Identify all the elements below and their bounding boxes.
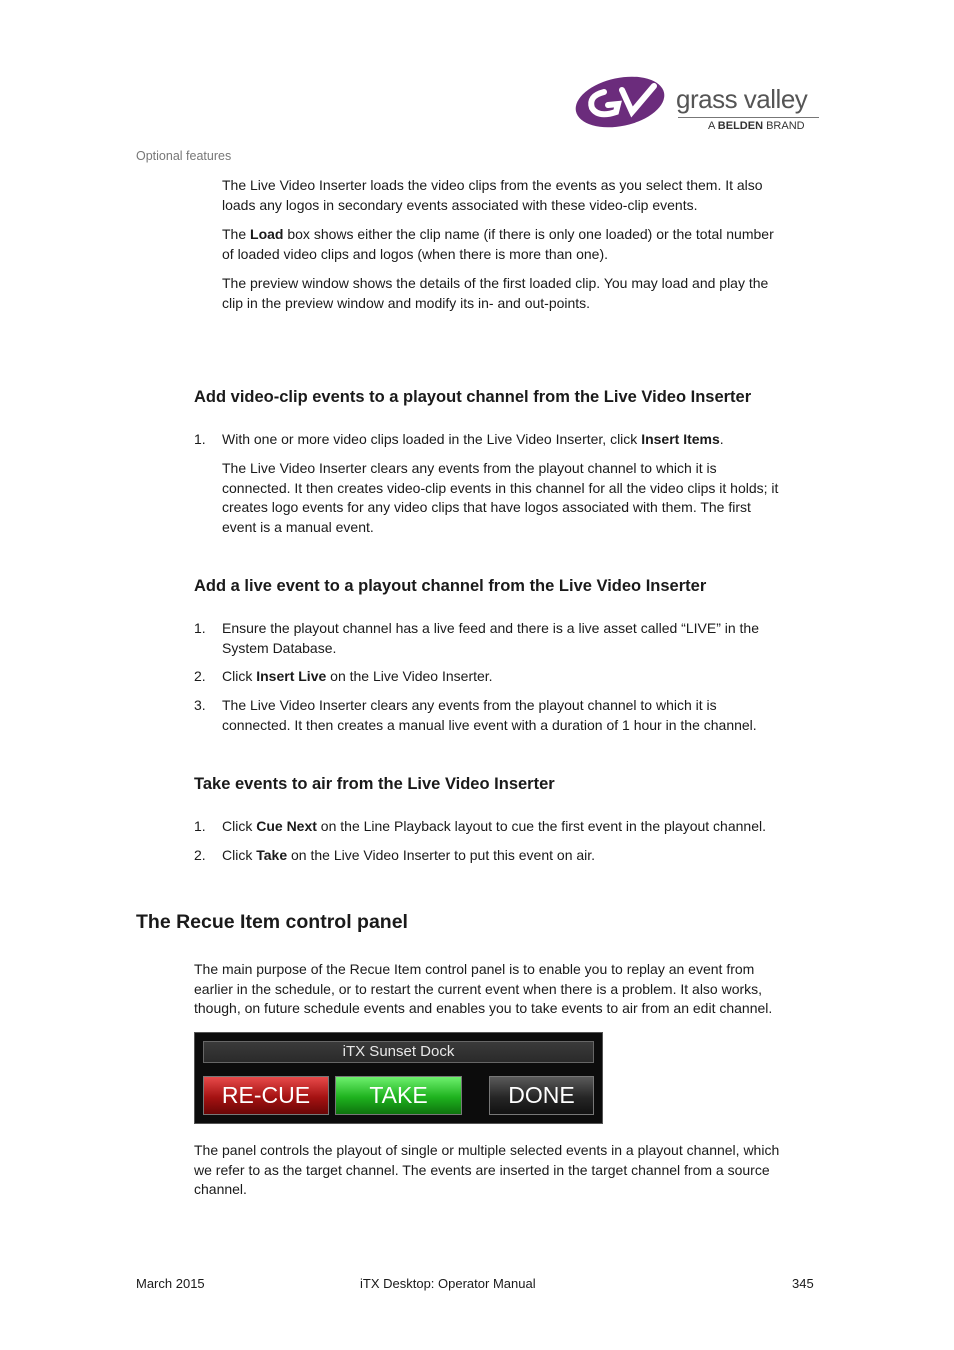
logo-rule [678, 117, 819, 118]
step-number: 1. [194, 431, 206, 447]
heading-add-video-clip: Add video-clip events to a playout channel from the Live Video Inserter [194, 388, 752, 406]
step-number: 1. [194, 620, 206, 636]
step-text: The Live Video Inserter clears any events from the playout channel to which it is connected. It then creates a manual live event with a duration of 1 hour in the channel. [222, 697, 757, 733]
step-number: 2. [194, 847, 206, 863]
recue-button[interactable]: RE-CUE [203, 1076, 329, 1115]
logo-wordmark: grass valley [676, 84, 808, 114]
panel-title: iTX Sunset Dock [203, 1041, 594, 1063]
intro-paragraph-1: The Live Video Inserter loads the video clips from the events as you select them. It also loads any logos in secondary events associated with these video-clip events. [222, 177, 763, 213]
take-button[interactable]: TAKE [335, 1076, 462, 1115]
recue-control-panel [194, 1032, 603, 1124]
step-text: Click Insert Live on the Live Video Inserter. [222, 668, 493, 684]
intro-paragraph-2: The Load box shows either the clip name (if there is only one loaded) or the total number of loaded video clips and logos (when there is more than one). [222, 226, 774, 262]
footer-date: March 2015 [136, 1276, 205, 1291]
footer-page-number: 345 [792, 1276, 814, 1291]
paragraph-add-clip-detail: The Live Video Inserter clears any events from the playout channel to which it is connected. It then creates video-clip events in this channel for all the video clips it holds; it creates logo events for any video clips that have logos associated with them. The first event is a manual event. [222, 460, 779, 535]
step-number: 3. [194, 697, 206, 713]
gv-mark-icon [574, 72, 674, 132]
step-number: 2. [194, 668, 206, 684]
paragraph-recue-purpose: The main purpose of the Recue Item control panel is to enable you to replay an event from earlier in the schedule, or to restart the current event when there is a problem. It also works, though, on future schedule events and enables you to take events to air from an edit channel. [194, 961, 773, 1017]
paragraph-recue-target: The panel controls the playout of single or multiple selected events in a playout channel, which we refer to as the target channel. The events are inserted in the target channel from a source channel. [194, 1142, 780, 1198]
footer-title: iTX Desktop: Operator Manual [360, 1276, 536, 1291]
step-text: Click Cue Next on the Line Playback layout to cue the first event in the playout channel. [222, 818, 766, 834]
grass-valley-logo [574, 70, 824, 134]
heading-recue-item-panel: The Recue Item control panel [136, 911, 408, 933]
step-text: Ensure the playout channel has a live feed and there is a live asset called “LIVE” in the System Database. [222, 620, 759, 656]
heading-add-live-event: Add a live event to a playout channel from the Live Video Inserter [194, 577, 707, 595]
intro-paragraph-3: The preview window shows the details of the first loaded clip. You may load and play the clip in the preview window and modify its in- and out-points. [222, 275, 769, 311]
heading-take-events: Take events to air from the Live Video Inserter [194, 775, 555, 793]
running-header: Optional features [136, 149, 232, 163]
done-button[interactable]: DONE [489, 1076, 594, 1115]
step-text: Click Take on the Live Video Inserter to put this event on air. [222, 847, 596, 863]
step-text: With one or more video clips loaded in the Live Video Inserter, click Insert Items. [222, 431, 724, 447]
logo-tagline: A BELDEN BRAND [708, 120, 805, 132]
step-number: 1. [194, 818, 206, 834]
